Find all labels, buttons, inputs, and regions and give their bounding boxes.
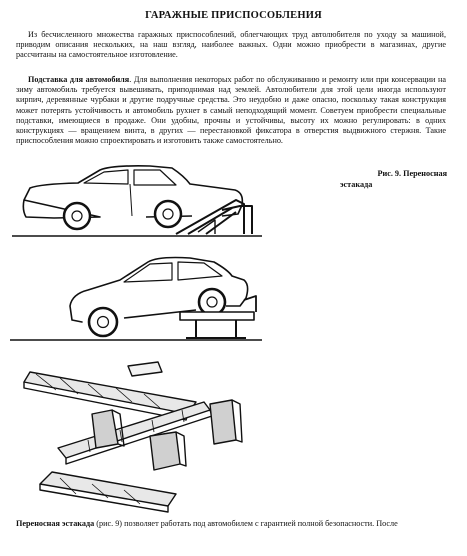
caption-line2: эстакада (340, 179, 373, 189)
stand-lead: Подставка для автомобиля (28, 75, 130, 84)
car-on-stand-illustration (10, 258, 262, 341)
figure-illustration (0, 160, 467, 515)
ramp-paragraph (16, 519, 446, 529)
ramp-parts-illustration (24, 362, 242, 512)
intro-paragraph: Из бесчисленного множества гаражных приспособлений, облегчающих труд автолюбителя по уходу за машиной, приводим описания нескольких, на наш взгляд, наиболее важных. Одни можно приобрести в магазинах, другие рассчитаны на самостоятельное изготовление. (16, 30, 446, 60)
stand-text: . Для выполнения некоторых работ по обслуживанию и ремонту или при консервации на зиму автомобиль требуется вывешивать, приподнимая над землей. Автолюбители для этой цели иногда используют кирпич, деревянные чурбаки и другие подручные средства. Это неудобно и даже опасно, поскольку такая конструкция может потерять устойчивость и автомобиль рухнет в самый неподходящий момент. Советуем приобрести специальные подставки, имеющиеся в продаже. Они удобны, прочны и устойчивы, высоту их можно регулировать: в одних конструкциях — вращением винта, в других — перестановкой фиксатора в отверстия выдвижного стержня. Такие приспособления можно спроектировать и изготовить также самостоятельно. (16, 75, 446, 146)
stand-paragraph (16, 75, 446, 146)
ramp-lead: Переносная эстакада (16, 519, 95, 528)
caption-line1: Рис. 9. Переносная (377, 169, 447, 178)
car-on-ramp-illustration (12, 166, 262, 236)
ramp-text: (рис. 9) позволяет работать под автомобилем с гарантией полной безопасности. После (94, 519, 398, 528)
page-title: ГАРАЖНЫЕ ПРИСПОСОБЛЕНИЯ (145, 10, 322, 21)
